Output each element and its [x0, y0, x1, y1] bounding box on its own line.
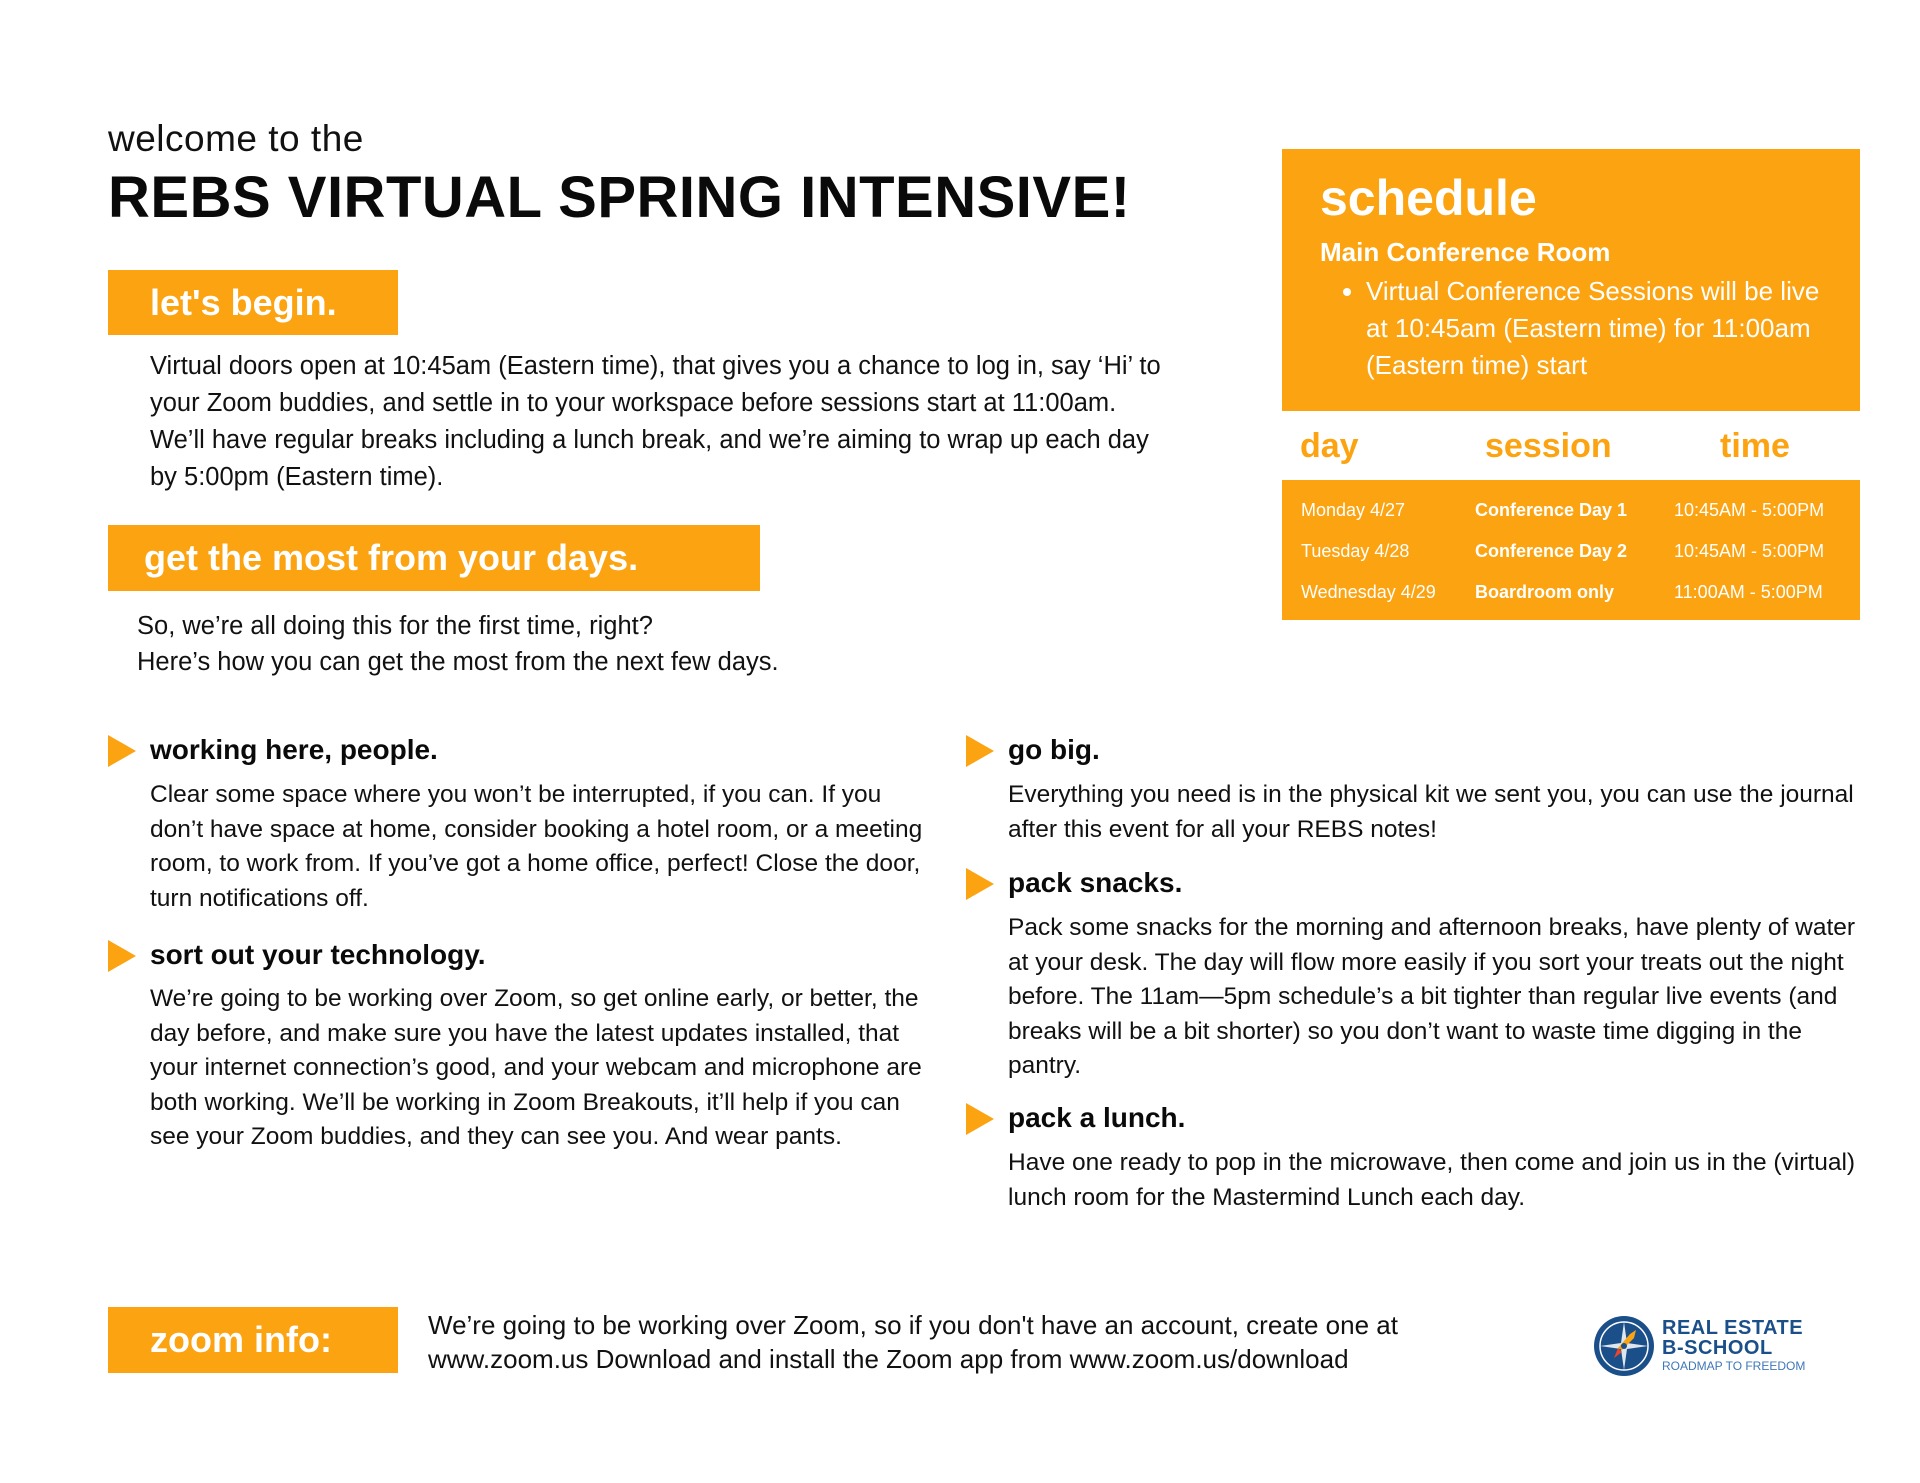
zoom-info-label: zoom info:: [150, 1319, 332, 1360]
tip-body-technology: We’re going to be working over Zoom, so get online early, or better, the day before, and make sure you have the latest updates installed, that your internet connection’s good, and your webcam and microphone are both working. We’ll be working in Zoom Breakouts, it’ll help if you can see your Zoom buddies, and they can see you. And wear pants.: [150, 985, 922, 1150]
logo-tagline: ROADMAP TO FREEDOM: [1662, 1359, 1806, 1373]
schedule-time: 10:45AM - 5:00PM: [1674, 500, 1825, 520]
lets-begin-label: let's begin.: [150, 281, 337, 323]
zoom-info-line-2: www.zoom.us Download and install the Zoom app from www.zoom.us/download: [428, 1344, 1349, 1374]
schedule-row: [1282, 488, 1860, 528]
get-the-most-line-1: So, we’re all doing this for the first time, right?: [137, 612, 653, 640]
tip-body-go-big: Everything you need is in the physical kit we sent you, you can use the journal after this event for all your REBS notes!: [1008, 781, 1854, 843]
schedule-header-day: day: [1300, 427, 1359, 465]
schedule-panel: [1282, 149, 1860, 411]
rebs-logo: [1592, 1313, 1852, 1379]
arrow-right-icon: [966, 868, 994, 900]
zoom-info-line-1: We’re going to be working over Zoom, so if you don't have an account, create one at: [428, 1310, 1398, 1340]
tip-body-pack-snacks: Pack some snacks for the morning and afternoon breaks, have plenty of water at your desk. The day will flow more easily if you sort your treats out the night before. The 11am—5pm schedule’s a bit tighter than regular live events (and breaks will be a bit shorter) so you don’t want to waste time digging in the pantry.: [1008, 914, 1856, 1079]
page-title: REBS VIRTUAL SPRING INTENSIVE!: [108, 165, 1131, 230]
welcome-heading: welcome to the: [108, 118, 364, 159]
lets-begin-tag: [108, 270, 398, 335]
tip-body-working-here: Clear some space where you won’t be interrupted, if you can. If you don’t have space at home, consider booking a hotel room, or a meeting room, to work from. If you’ve got a home office, perfect! Close the door, turn notifications off.: [150, 781, 923, 912]
arrow-right-icon: [108, 735, 136, 767]
tip-title-pack-snacks: pack snacks.: [1008, 867, 1183, 898]
schedule-time: 10:45AM - 5:00PM: [1674, 541, 1825, 561]
schedule-session: Boardroom only: [1475, 582, 1615, 602]
schedule-title: schedule: [1320, 170, 1537, 226]
zoom-info-text: [428, 1308, 1528, 1376]
schedule-session: Conference Day 2: [1475, 541, 1628, 561]
get-the-most-intro: [137, 608, 1037, 680]
arrow-right-icon: [966, 1103, 994, 1135]
tip-title-technology: sort out your technology.: [150, 939, 486, 970]
schedule-day: Wednesday 4/29: [1301, 582, 1436, 602]
begin-paragraph: Virtual doors open at 10:45am (Eastern time), that gives you a chance to log in, say ‘Hi’ to your Zoom buddies, and settle in to your workspace before sessions start at 11:00am. We’ll have regular breaks including a lunch break, and we’re aiming to wrap up each day by 5:00pm (Eastern time).: [150, 352, 1161, 491]
schedule-header-session: session: [1485, 427, 1612, 465]
schedule-session: Conference Day 1: [1475, 500, 1628, 520]
schedule-header-time: time: [1720, 427, 1790, 465]
logo-line-1: REAL ESTATE: [1662, 1317, 1804, 1339]
compass-rocket-icon: [1592, 1314, 1656, 1378]
get-the-most-line-2: Here’s how you can get the most from the next few days.: [137, 648, 779, 676]
schedule-row: [1282, 570, 1860, 610]
tip-title-go-big: go big.: [1008, 734, 1100, 765]
schedule-day: Monday 4/27: [1301, 500, 1406, 520]
schedule-day: Tuesday 4/28: [1301, 541, 1410, 561]
tip-body-pack-lunch: Have one ready to pop in the microwave, then come and join us in the (virtual) lunch room for the Mastermind Lunch each day.: [1008, 1149, 1856, 1211]
room-note: • Virtual Conference Sessions will be live at 10:45am (Eastern time) for 11:00am (Eastern time) start: [1366, 273, 1826, 384]
tip-title-working-here: working here, people.: [150, 734, 438, 765]
room-note-list: [1320, 273, 1826, 384]
zoom-info-tag: [108, 1307, 398, 1373]
tip-title-pack-lunch: pack a lunch.: [1008, 1102, 1186, 1133]
main-conference-room-heading: Main Conference Room: [1320, 237, 1611, 267]
arrow-right-icon: [966, 735, 994, 767]
schedule-time: 11:00AM - 5:00PM: [1674, 582, 1823, 602]
schedule-row: [1282, 529, 1860, 569]
get-the-most-tag: [108, 525, 760, 591]
schedule-table: [1282, 480, 1860, 620]
get-the-most-label: get the most from your days.: [144, 537, 639, 578]
arrow-right-icon: [108, 940, 136, 972]
logo-line-2: B-SCHOOL: [1662, 1337, 1773, 1359]
